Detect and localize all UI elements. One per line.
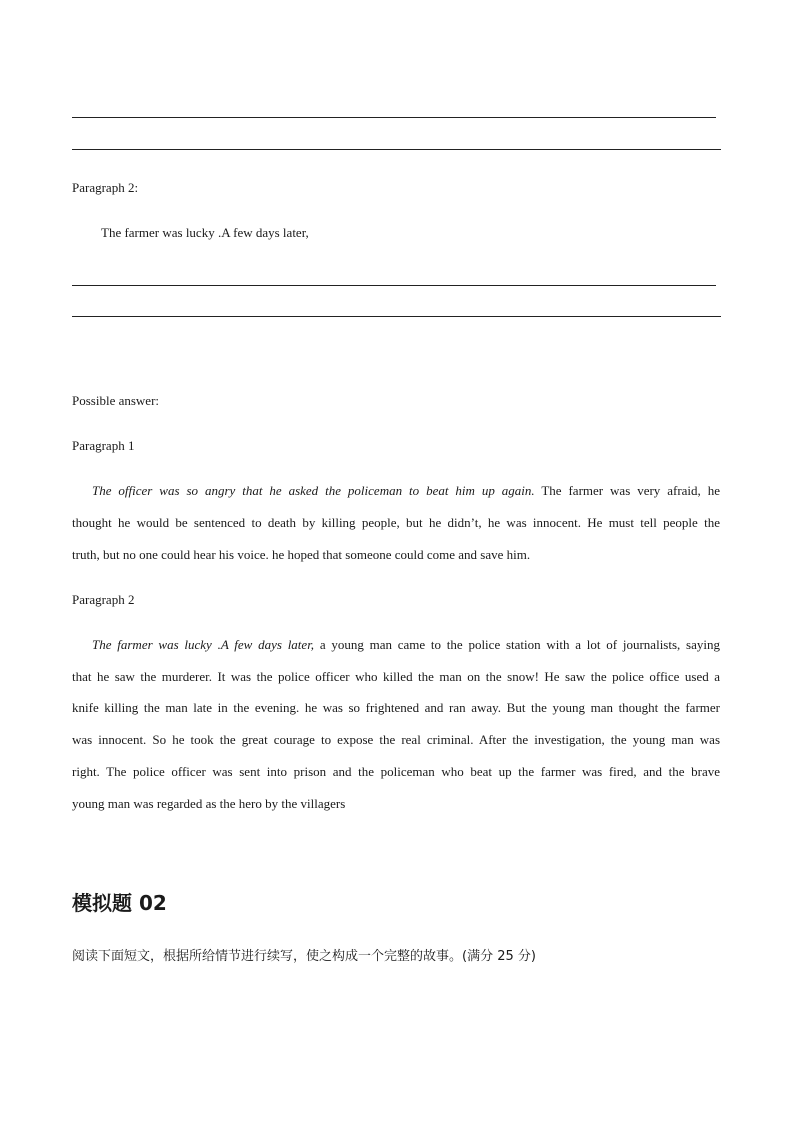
- answer-line: thought he would be sentenced to death by killing people, but he didn’t, he was innocent. He must tell people the: [72, 515, 720, 530]
- paragraph-2-label: Paragraph 2:: [72, 180, 139, 195]
- answer-line: knife killing the man late in the evening. he was so frightened and ran away. But the young man thought the farmer: [72, 700, 720, 715]
- answer-line: truth, but no one could hear his voice. he hoped that someone could come and save him.: [72, 547, 531, 562]
- instruction-text: 阅读下面短文，根据所给情节进行续写，使之构成一个完整的故事。(满分 25 分): [72, 949, 536, 964]
- answer-line: The farmer was lucky .A few days later, a young man came to the police station with a lot of journalists, saying: [92, 637, 720, 652]
- paragraph-1-heading: Paragraph 1: [72, 438, 135, 453]
- paragraph-2-heading: Paragraph 2: [72, 592, 135, 607]
- section-heading: 模拟题 02: [72, 891, 167, 915]
- paragraph-2-prompt: The farmer was lucky .A few days later,: [101, 225, 309, 240]
- writing-line: [72, 149, 721, 150]
- answer-line: right. The police officer was sent into prison and the policeman who beat up the farmer was fired, and the brave: [72, 764, 720, 779]
- writing-line: [72, 316, 721, 317]
- writing-line: [72, 117, 716, 118]
- answer-line: was innocent. So he took the great courage to expose the real criminal. After the investigation, the young man was: [72, 732, 720, 747]
- answer-line: The officer was so angry that he asked the policeman to beat him up again. The farmer was very afraid, he: [92, 483, 720, 498]
- answer-line: that he saw the murderer. It was the police officer who killed the man on the snow! He saw the police office used a: [72, 669, 720, 684]
- writing-line: [72, 285, 716, 286]
- answer-line: young man was regarded as the hero by the villagers: [72, 796, 346, 811]
- possible-answer-label: Possible answer:: [72, 393, 160, 408]
